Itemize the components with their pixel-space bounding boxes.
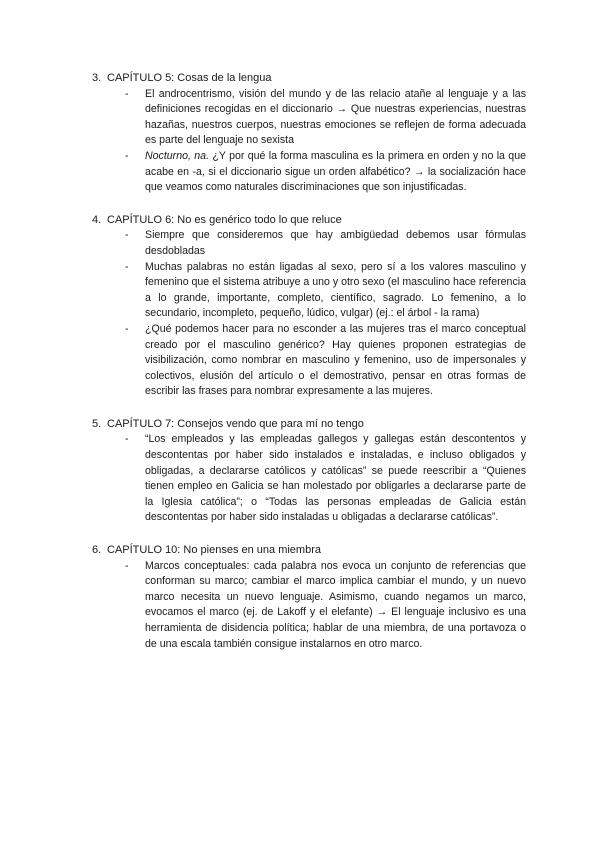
dash-marker: - xyxy=(125,559,129,572)
chapter-number: 3. xyxy=(92,72,102,84)
bullet-item xyxy=(125,432,526,526)
bullet-list xyxy=(92,432,526,526)
bullet-text: Marcos conceptuales: cada palabra nos evoca un conjunto de referencias que conforman su marco; cambiar el marco implica cambiar el mundo, y un nuevo marco necesita un nuevo lenguaje. Asimismo, cuando negamos un marco, evocamos el marco (ej. de Lakoff y el elefante) → El lenguaje inclusivo es una herramienta de disidencia política; hablar de una miembra, de una portavoza o de una escala también consigue instalarnos en otro marco. xyxy=(145,559,526,650)
chapter-section xyxy=(92,417,526,526)
bullet-item xyxy=(125,260,526,322)
dash-marker: - xyxy=(125,229,129,242)
bullet-item xyxy=(125,559,526,653)
chapter-number: 6. xyxy=(92,544,102,557)
dash-marker: - xyxy=(125,149,129,162)
chapter-section xyxy=(92,543,526,652)
bullet-item xyxy=(125,149,526,196)
bullet-list xyxy=(92,228,526,400)
chapter-heading xyxy=(92,417,526,433)
bullet-list xyxy=(92,87,526,196)
chapter-title: CAPÍTULO 7: Consejos vendo que para mí no tengo xyxy=(107,417,364,430)
dash-marker: - xyxy=(125,87,129,100)
dash-marker: - xyxy=(125,322,129,335)
chapter-list xyxy=(92,71,526,669)
bullet-list xyxy=(92,559,526,653)
chapter-title: CAPÍTULO 10: No pienses en una miembra xyxy=(107,544,321,557)
bullet-item xyxy=(125,322,526,400)
bullet-text: Muchas palabras no están ligadas al sexo, pero sí a los valores masculino y femenino que el sistema atribuye a uno y otro sexo (el masculino hace referencia a lo grande, importante, completo, científico, sagrado. Lo femenino, a lo secundario, incompleto, pequeño, lúdico, vulgar) (ej.: el árbol - la rama) xyxy=(145,260,526,320)
dash-marker: - xyxy=(125,260,129,273)
bullet-text: ¿Qué podemos hacer para no esconder a las mujeres tras el marco conceptual creado por el masculino genérico? Hay quienes proponen estrategias de visibilización, como nombrar en masculino y femenino, uso de impersonales y colectivos, elusión del artículo o el demostrativo, pensar en otras formas de escribir las frases para nombrar expresamente a las mujeres. xyxy=(145,322,526,398)
chapter-number: 5. xyxy=(92,417,102,430)
chapter-title: CAPÍTULO 5: Cosas de la lengua xyxy=(107,72,272,84)
bullet-text: El androcentrismo, visión del mundo y de las relacio atañe al lenguaje y a las definiciones recogidas en el diccionario → Que nuestras experiencias, nuestras hazañas, nuestros cuerpos, nuestras emociones se reflejen de forma adecuada es parte del lenguaje no sexista xyxy=(145,87,526,147)
bullet-lead-italic: Nocturno, na. xyxy=(145,149,210,162)
chapter-heading xyxy=(92,213,526,229)
chapter-section xyxy=(92,213,526,400)
chapter-title: CAPÍTULO 6: No es genérico todo lo que reluce xyxy=(107,213,342,226)
chapter-number: 4. xyxy=(92,213,102,226)
chapter-section xyxy=(92,71,526,196)
bullet-item xyxy=(125,228,526,259)
chapter-heading xyxy=(92,543,526,559)
bullet-text: ¿Y por qué la forma masculina es la primera en orden y no la que acabe en -a, si el diccionario sigue un orden alfabético? → la socialización hace que veamos como naturales discriminaciones que son injustificadas. xyxy=(145,149,526,194)
bullet-text: Siempre que consideremos que hay ambigüedad debemos usar fórmulas desdobladas xyxy=(145,229,526,257)
bullet-item xyxy=(125,87,526,149)
dash-marker: - xyxy=(125,433,129,446)
chapter-heading xyxy=(92,71,526,87)
bullet-text: “Los empleados y las empleadas gallegos y gallegas están descontentos y descontentas por haber sido instalados e instaladas, e incluso obligados y obligadas, a declararse católicos y católicas” se puede reescribir a “Quienes tienen empleo en Galicia se han molestado por obligarles a declararse parte de la Iglesia católica”; o “Todas las personas empleadas de Galicia están descontentas por haber sido instaladas u obligadas a declararse católicas”. xyxy=(145,433,526,524)
